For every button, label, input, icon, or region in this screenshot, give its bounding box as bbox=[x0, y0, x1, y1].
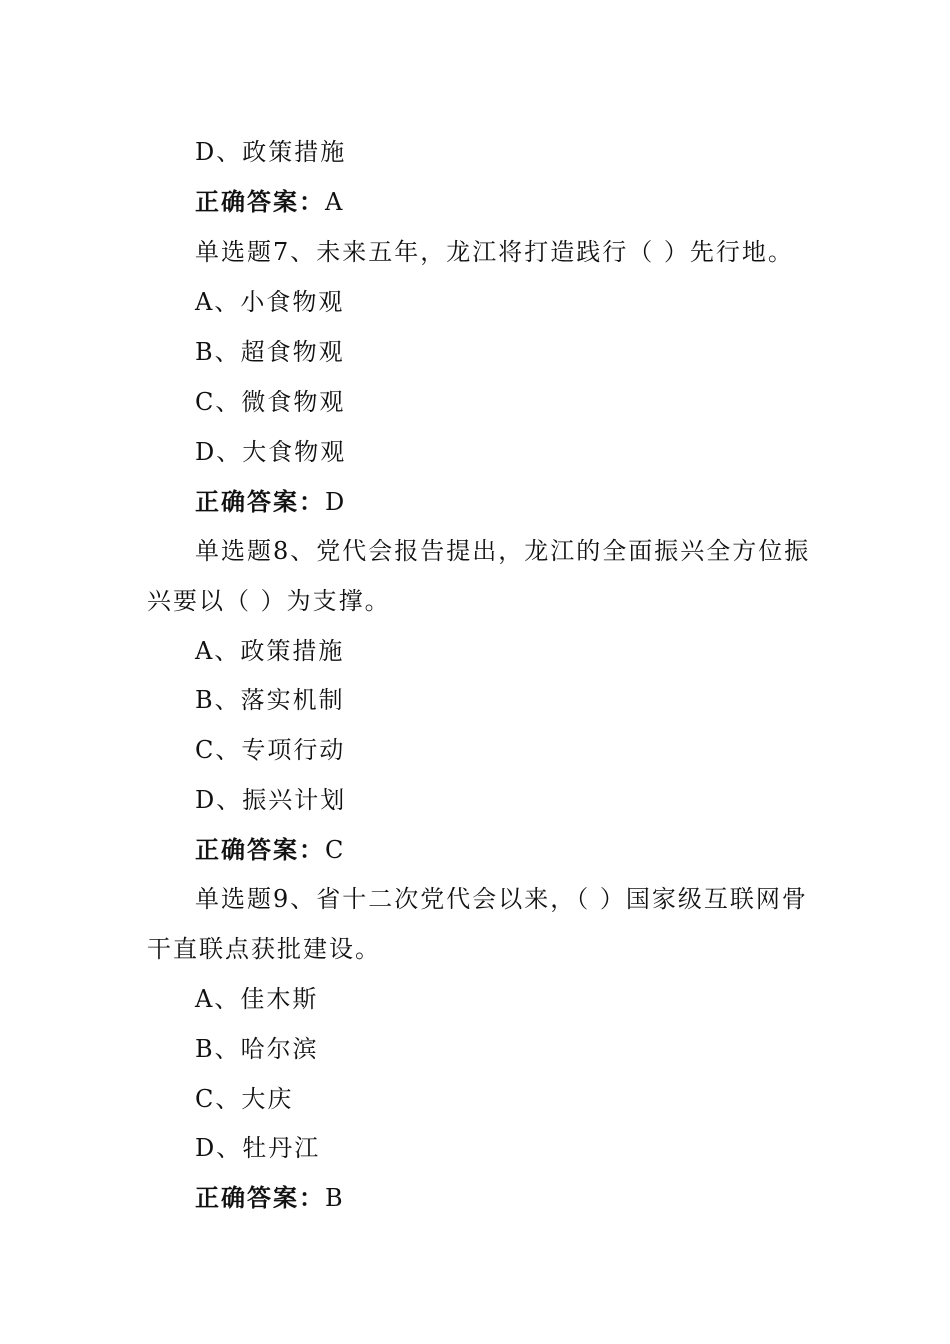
question-8-answer bbox=[195, 834, 345, 866]
question-7-stem: 单选题7、未来五年，龙江将打造践行（ ）先行地。 bbox=[195, 238, 794, 266]
prev-question-answer bbox=[195, 186, 344, 218]
question-8-option-a: A、政策措施 bbox=[195, 637, 345, 665]
question-8-option-b: B、落实机制 bbox=[195, 686, 345, 714]
question-7-option-c: C、微食物观 bbox=[195, 388, 346, 416]
question-8-option-c: C、专项行动 bbox=[195, 736, 346, 764]
question-7-answer bbox=[195, 486, 346, 518]
question-9-option-a: A、佳木斯 bbox=[195, 985, 319, 1013]
question-8-stem-line1: 单选题8、党代会报告提出，龙江的全面振兴全方位振 bbox=[195, 537, 811, 565]
question-7-option-a: A、小食物观 bbox=[195, 288, 345, 316]
answer-value: D bbox=[325, 488, 347, 516]
question-7-option-d: D、大食物观 bbox=[195, 438, 347, 466]
question-9-stem-line2: 干直联点获批建设。 bbox=[147, 935, 381, 963]
question-9-option-d: D、牡丹江 bbox=[195, 1134, 321, 1162]
answer-label: 正确答案： bbox=[195, 488, 325, 516]
question-9-stem-line1: 单选题9、省十二次党代会以来，（ ）国家级互联网骨 bbox=[195, 885, 808, 913]
answer-label: 正确答案： bbox=[195, 1184, 325, 1212]
question-8-stem-line2: 兴要以（ ）为支撑。 bbox=[147, 587, 391, 615]
answer-label: 正确答案： bbox=[195, 836, 325, 864]
question-9-answer bbox=[195, 1182, 345, 1214]
answer-value: B bbox=[325, 1184, 345, 1212]
question-9-option-b: B、哈尔滨 bbox=[195, 1035, 319, 1063]
answer-label: 正确答案： bbox=[195, 188, 325, 216]
answer-value: A bbox=[325, 188, 345, 216]
question-8-option-d: D、振兴计划 bbox=[195, 786, 347, 814]
prev-question-option-d: D、政策措施 bbox=[195, 138, 347, 166]
answer-value: C bbox=[325, 836, 346, 864]
question-9-option-c: C、大庆 bbox=[195, 1085, 294, 1113]
question-7-option-b: B、超食物观 bbox=[195, 338, 345, 366]
